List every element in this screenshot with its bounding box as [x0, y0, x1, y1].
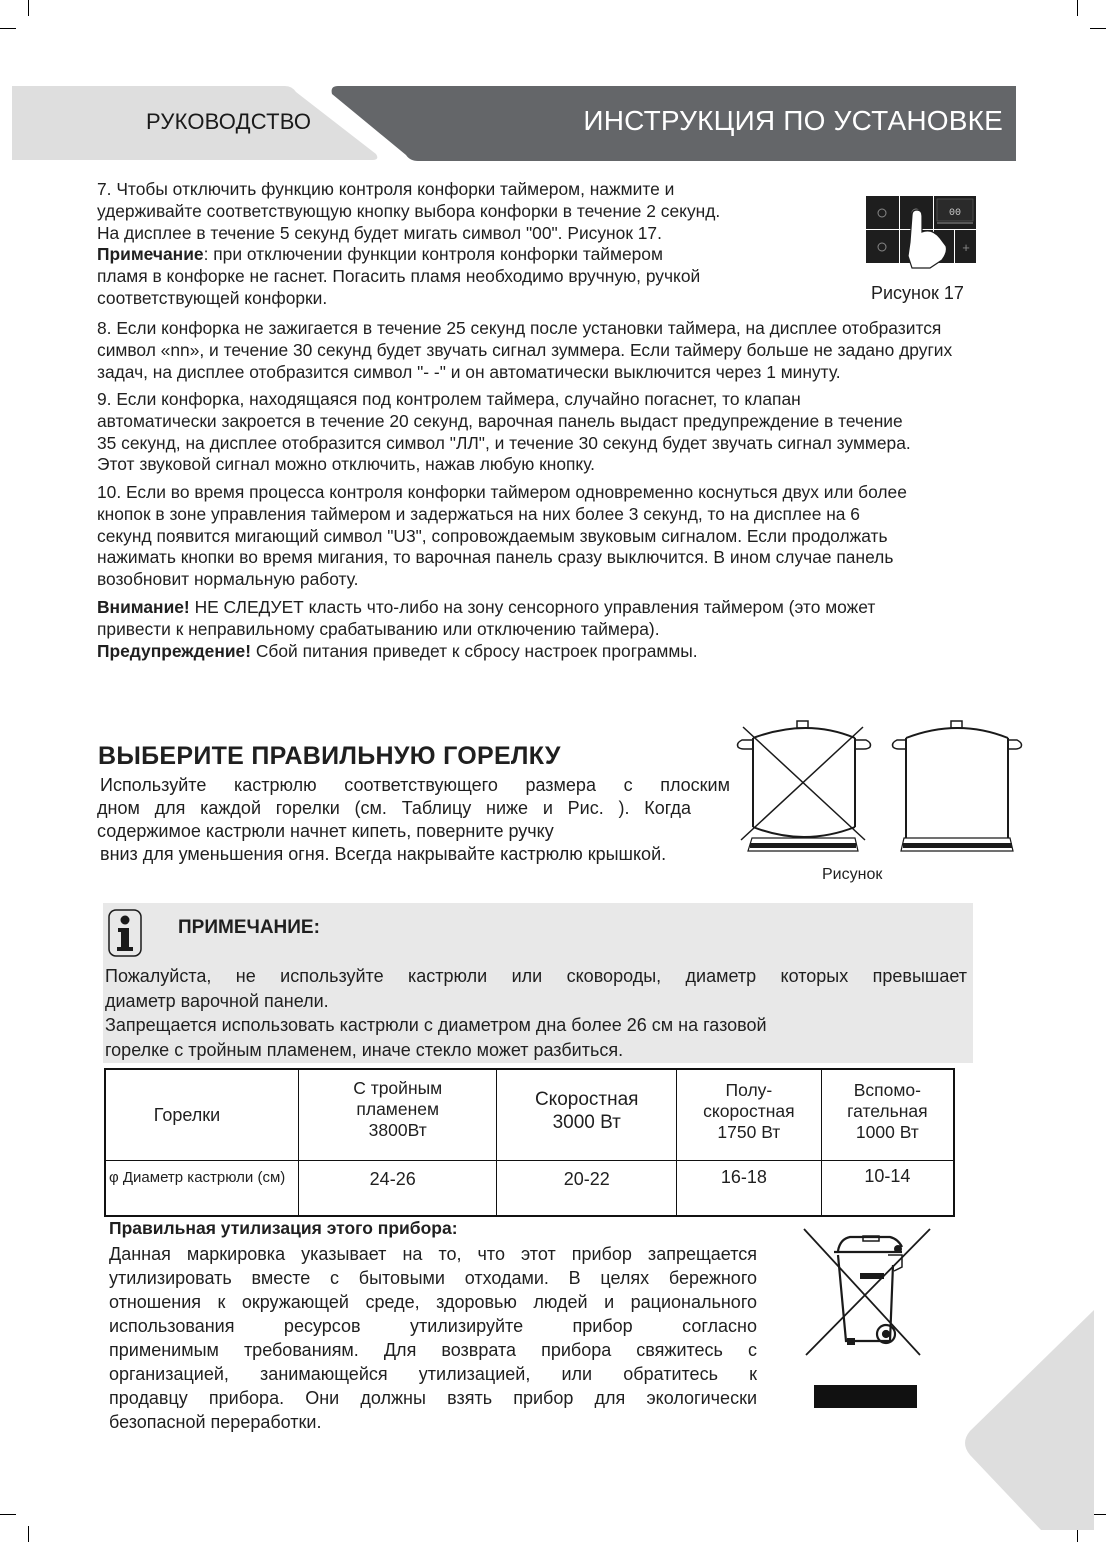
- disposal-line: отношения к окружающей среде, здоровью людей и рационального: [109, 1292, 757, 1312]
- row-label: φ Диаметр кастрюли (см): [105, 1161, 299, 1217]
- crossed-bin-icon: [790, 1215, 940, 1415]
- item-10-line: 10. Если во время процесса контроля конфорки таймером одновременно коснуться двух или более: [97, 482, 907, 502]
- disposal-line: организацией, занимающейся утилизацией, или обратитесь к: [109, 1364, 757, 1384]
- item-8-line: 8. Если конфорка не зажигается в течение 25 секунд после установки таймера, на дисплее отобразится: [97, 318, 942, 338]
- header-text: Полу-: [725, 1080, 773, 1100]
- table-row: [105, 1161, 954, 1217]
- item-9-line: 35 секунд, на дисплее отобразится символ "ЛЛ", и течение 30 секунд будет звучать сигнал зуммера.: [97, 432, 911, 453]
- item-8-line: символ «nn», и течение 30 секунд будет звучать сигнал зуммера. Если таймеру больше не задано других: [97, 339, 953, 360]
- burner-instructions: [97, 774, 737, 866]
- crop-mark: [1077, 0, 1078, 16]
- button-burner-3: [866, 230, 899, 263]
- item-7-line: 7. Чтобы отключить функцию контроля конфорки таймером, нажмите и: [97, 179, 675, 199]
- note-line: горелке с тройным пламенем, иначе стекло может разбиться.: [105, 1039, 624, 1060]
- disposal-body: [109, 1242, 757, 1434]
- header-text: пламенем: [356, 1099, 440, 1119]
- warning-label: Предупреждение!: [97, 640, 251, 661]
- burner-line: Используйте кастрюлю соответствующего размера с плоским: [100, 775, 730, 795]
- header-text: Вспомо-: [853, 1080, 921, 1100]
- header-text: 3000 Вт: [552, 1112, 621, 1133]
- header-text: 1750 Вт: [717, 1122, 781, 1142]
- note-text: : при отключении функции контроля конфорки таймером: [203, 244, 663, 265]
- timer-display-value: 00: [948, 208, 962, 219]
- burner-line: дном для каждой горелки (см. Таблицу ниже и Рис. ). Когда: [97, 798, 691, 818]
- item-8-line: задач, на дисплее отобразится символ "- -" и он автоматически выключится через 1 минуту.: [97, 361, 841, 382]
- header-section-title: ИНСТРУКЦИЯ ПО УСТАНОВКЕ: [583, 105, 1003, 136]
- item-9-line: автоматически закроется в течение 20 секунд, варочная панель выдаст предупреждение в течение: [97, 410, 903, 431]
- note-line: Запрещается использовать кастрюли с диаметром дна более 26 см на газовой: [105, 1015, 767, 1035]
- disposal-line: продавцу прибора. Они должны взять прибор для экологически: [109, 1388, 757, 1408]
- note-line: диаметр варочной панели.: [105, 990, 329, 1011]
- crop-mark: [28, 1526, 29, 1542]
- table-header-triple-flame: [299, 1069, 497, 1161]
- header-text: 3800Вт: [368, 1120, 427, 1140]
- disposal-line: применимым требованиям. Для возврата прибора свяжитесь с: [109, 1340, 757, 1360]
- crop-mark: [0, 28, 16, 29]
- page-corner-decoration: [940, 1290, 1106, 1542]
- attention-line: [97, 597, 1027, 619]
- figure-17-control-panel: [860, 190, 980, 270]
- attention-text: привести к неправильному срабатыванию или отключению таймера).: [97, 618, 660, 639]
- header-text: Скоростная: [534, 1089, 639, 1110]
- figure-17-caption: Рисунок 17: [871, 283, 964, 303]
- info-icon: [107, 908, 165, 960]
- item-10-line: возобновит нормальную работу.: [97, 569, 359, 590]
- note-label: Примечание: [97, 244, 204, 265]
- header-text: С тройным: [353, 1078, 443, 1098]
- item-7-line: На дисплее в течение 5 секунд будет мигать символ "00". Рисунок 17.: [97, 222, 662, 243]
- table-header-semi-rapid: [677, 1069, 822, 1161]
- burner-line: вниз для уменьшения огня. Всегда накрывайте кастрюлю крышкой.: [100, 844, 667, 864]
- section-title-choose-burner: ВЫБЕРИТЕ ПРАВИЛЬНУЮ ГОРЕЛКУ: [98, 742, 561, 770]
- disposal-line: безопасной переработки.: [109, 1412, 322, 1432]
- attention-block: [97, 597, 1027, 662]
- attention-text: НЕ СЛЕДУЕТ класть что-либо на зону сенсорного управления таймером (это может: [189, 597, 876, 617]
- crop-mark: [0, 1514, 16, 1515]
- note-line: Пожалуйста, не используйте кастрюли или сковороды, диаметр которых превышает: [105, 966, 967, 986]
- item-10: [97, 482, 1027, 591]
- cell-value: 20-22: [497, 1161, 677, 1217]
- note-title: ПРИМЕЧАНИЕ:: [178, 917, 320, 938]
- crop-mark: [28, 0, 29, 16]
- item-8: [97, 318, 1027, 383]
- note-body: [105, 964, 967, 1062]
- table-header-row: [105, 1069, 954, 1161]
- disposal-bar: [814, 1385, 917, 1408]
- item-9-line: 9. Если конфорка, находящаяся под контролем таймера, случайно погаснет, то клапан: [97, 389, 801, 409]
- header-text: 1000 Вт: [855, 1122, 919, 1142]
- header-manual-label: РУКОВОДСТВО: [146, 109, 312, 134]
- warning-line: [97, 641, 1027, 663]
- cell-value: 24-26: [299, 1161, 497, 1217]
- burner-size-table: [104, 1068, 955, 1217]
- cell-value: 16-18: [677, 1161, 822, 1217]
- button-burner-1: [866, 196, 899, 229]
- crop-mark: [1090, 28, 1106, 29]
- item-7: [97, 179, 817, 310]
- header-text: гательная: [847, 1101, 928, 1121]
- table-header-auxiliary: [821, 1069, 954, 1161]
- item-10-line: секунд появится мигающий символ "U3", сопровождаемым звуковым сигналом. Если продолжать: [97, 525, 888, 546]
- item-9-line: Этот звуковой сигнал можно отключить, нажав любую кнопку.: [97, 454, 596, 475]
- disposal-line: использования ресурсов утилизируйте прибор согласно: [109, 1316, 757, 1336]
- item-10-line: нажимать кнопки во время мигания, то варочная панель сразу выключится. В ином случае панель: [97, 547, 894, 568]
- pots-figure: [730, 710, 1040, 860]
- disposal-line: Данная маркировка указывает на то, что этот прибор запрещается: [109, 1244, 757, 1264]
- cell-value: 10-14: [821, 1161, 954, 1217]
- item-7-line: удерживайте соответствующую кнопку выбора конфорки в течение 2 секунд.: [97, 200, 721, 221]
- header-text: скоростная: [703, 1101, 795, 1121]
- item-10-line: кнопок в зоне управления таймером и задержаться на них более 3 секунд, то на дисплее на 6: [97, 503, 860, 524]
- attention-label: Внимание!: [97, 597, 190, 617]
- burner-line: содержимое кастрюли начнет кипеть, поверните ручку: [97, 821, 554, 841]
- table-header-rapid: [497, 1069, 677, 1161]
- pot-wrong-size: [738, 721, 871, 851]
- table-header-label: [105, 1069, 299, 1161]
- item-9: [97, 389, 1027, 476]
- header-label-text: Горелки: [153, 1104, 221, 1125]
- item-7-note: [97, 244, 817, 266]
- disposal-title: Правильная утилизация этого прибора:: [109, 1218, 458, 1238]
- disposal-line: утилизировать вместе с бытовыми отходами. В целях бережного: [109, 1268, 757, 1288]
- svg-text:+: +: [962, 240, 970, 255]
- warning-text: Сбой питания приведет к сбросу настроек программы.: [251, 640, 698, 661]
- note-text: соответствующей конфорки.: [97, 287, 328, 308]
- pot-correct-size: [893, 721, 1022, 851]
- note-text: пламя в конфорке не гаснет. Погасить пламя необходимо вручную, ручкой: [97, 266, 701, 287]
- pots-figure-caption: Рисунок: [822, 866, 883, 883]
